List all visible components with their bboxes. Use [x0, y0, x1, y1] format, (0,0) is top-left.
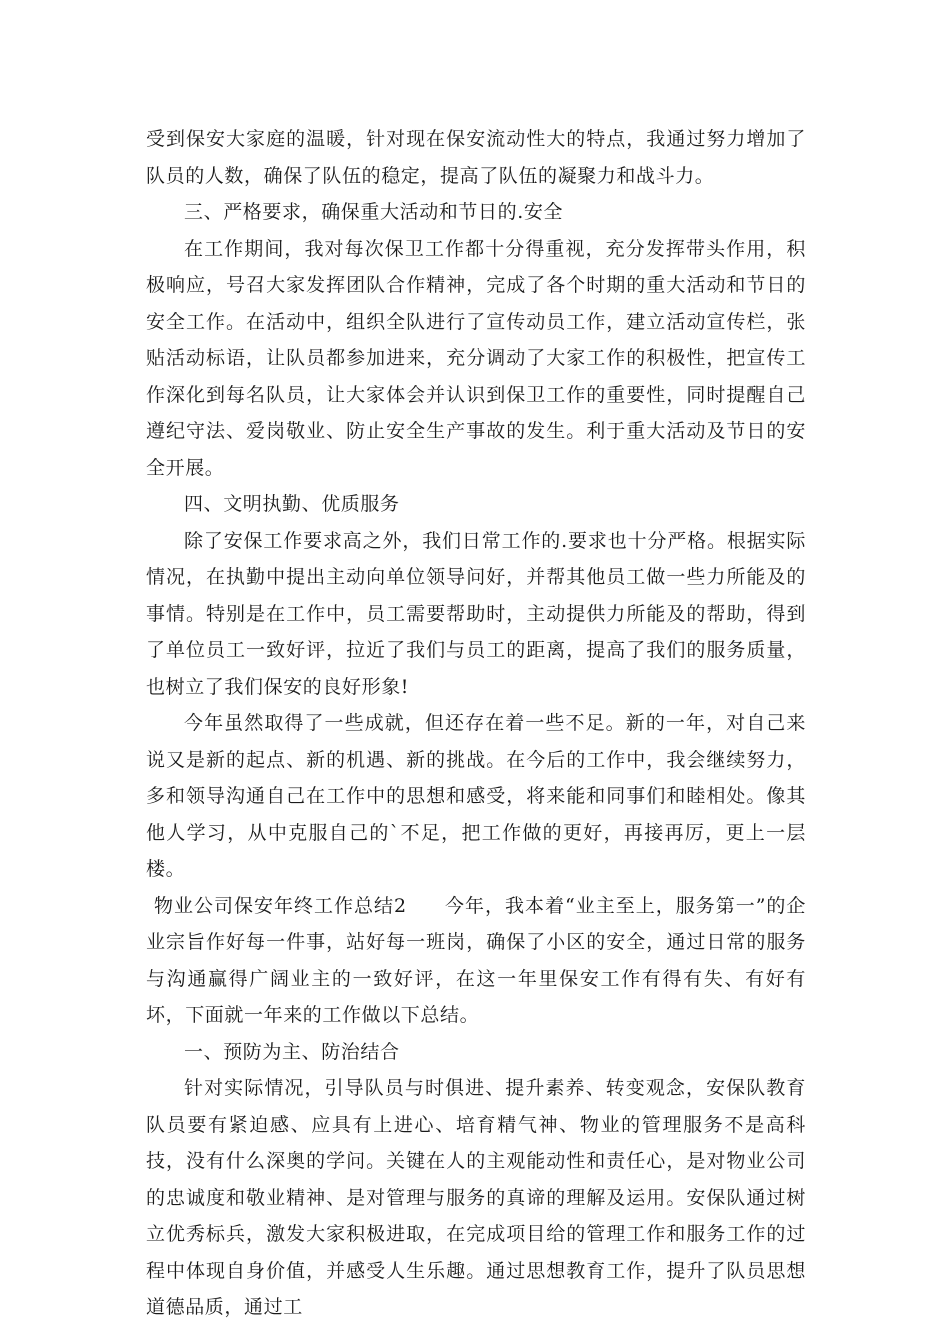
document-body: [146, 121, 806, 1326]
summary-2-intro-text: 今年，我本着“业主至上，服务第一”的企业宗旨作好每一件事，站好每一班岗，确保了小区的安全，通过日常的服务与沟通赢得广阔业主的一致好评，在这一年里保安工作有得有失、有好有坏，下面就一年来的工作做以下总结。: [146, 894, 807, 1026]
document-title-2: 物业公司保安年终工作总结2: [154, 894, 407, 917]
paragraph-civil-service: 除了安保工作要求高之外，我们日常工作的.要求也十分严格。根据实际情况，在执勤中提出主动向单位领导问好，并帮其他员工做一些力所能及的事情。特别是在工作中，员工需要帮助时，主动提供力所能及的帮助，得到了单位员工一致好评，拉近了我们与员工的距离，提高了我们的服务质量，也树立了我们保安的良好形象!: [146, 529, 806, 698]
section-heading-4: 四、文明执勤、优质服务: [184, 493, 400, 515]
section-heading-3: 三、严格要求，确保重大活动和节日的.安全: [184, 201, 564, 223]
paragraph-summary-2-intro: [146, 888, 806, 1034]
paragraph-major-events: 在工作期间，我对每次保卫工作都十分得重视，充分发挥带头作用，积极响应，号召大家发挥团队合作精神，完成了各个时期的重大活动和节日的安全工作。在活动中，组织全队进行了宣传动员工作，建立活动宣传栏，张贴活动标语，让队员都参加进来，充分调动了大家工作的积极性，把宣传工作深化到每名队员，让大家体会并认识到保卫工作的重要性，同时提醒自己遵纪守法、爱岗敬业、防止安全生产事故的发生。利于重大活动及节日的安全开展。: [146, 237, 806, 479]
paragraph-team-stability: 受到保安大家庭的温暖，针对现在保安流动性大的特点，我通过努力增加了队员的人数，确保了队伍的稳定，提高了队伍的凝聚力和战斗力。: [146, 128, 806, 187]
section-heading-1: 一、预防为主、防治结合: [184, 1040, 400, 1063]
paragraph-outlook: 今年虽然取得了一些成就，但还存在着一些不足。新的一年，对自己来说又是新的起点、新的机遇、新的挑战。在今后的工作中，我会继续努力，多和领导沟通自己在工作中的思想和感受，将来能和同事们和睦相处。像其他人学习，从中克服自己的`不足，把工作做的更好，再接再厉，更上一层楼。: [146, 712, 806, 880]
paragraph-prevention: 针对实际情况，引导队员与时俱进、提升素养、转变观念，安保队教育队员要有紧迫感、应具有上进心、培育精气神、物业的管理服务不是高科技，没有什么深奥的学问。关键在人的主观能动性和责任心，是对物业公司的忠诚度和敬业精神、是对管理与服务的真谛的理解及运用。安保队通过树立优秀标兵，激发大家积极进取，在完成项目给的管理工作和服务工作的过程中体现自身价值，并感受人生乐趣。通过思想教育工作，提升了队员思想道德品质，通过工: [146, 1077, 806, 1318]
